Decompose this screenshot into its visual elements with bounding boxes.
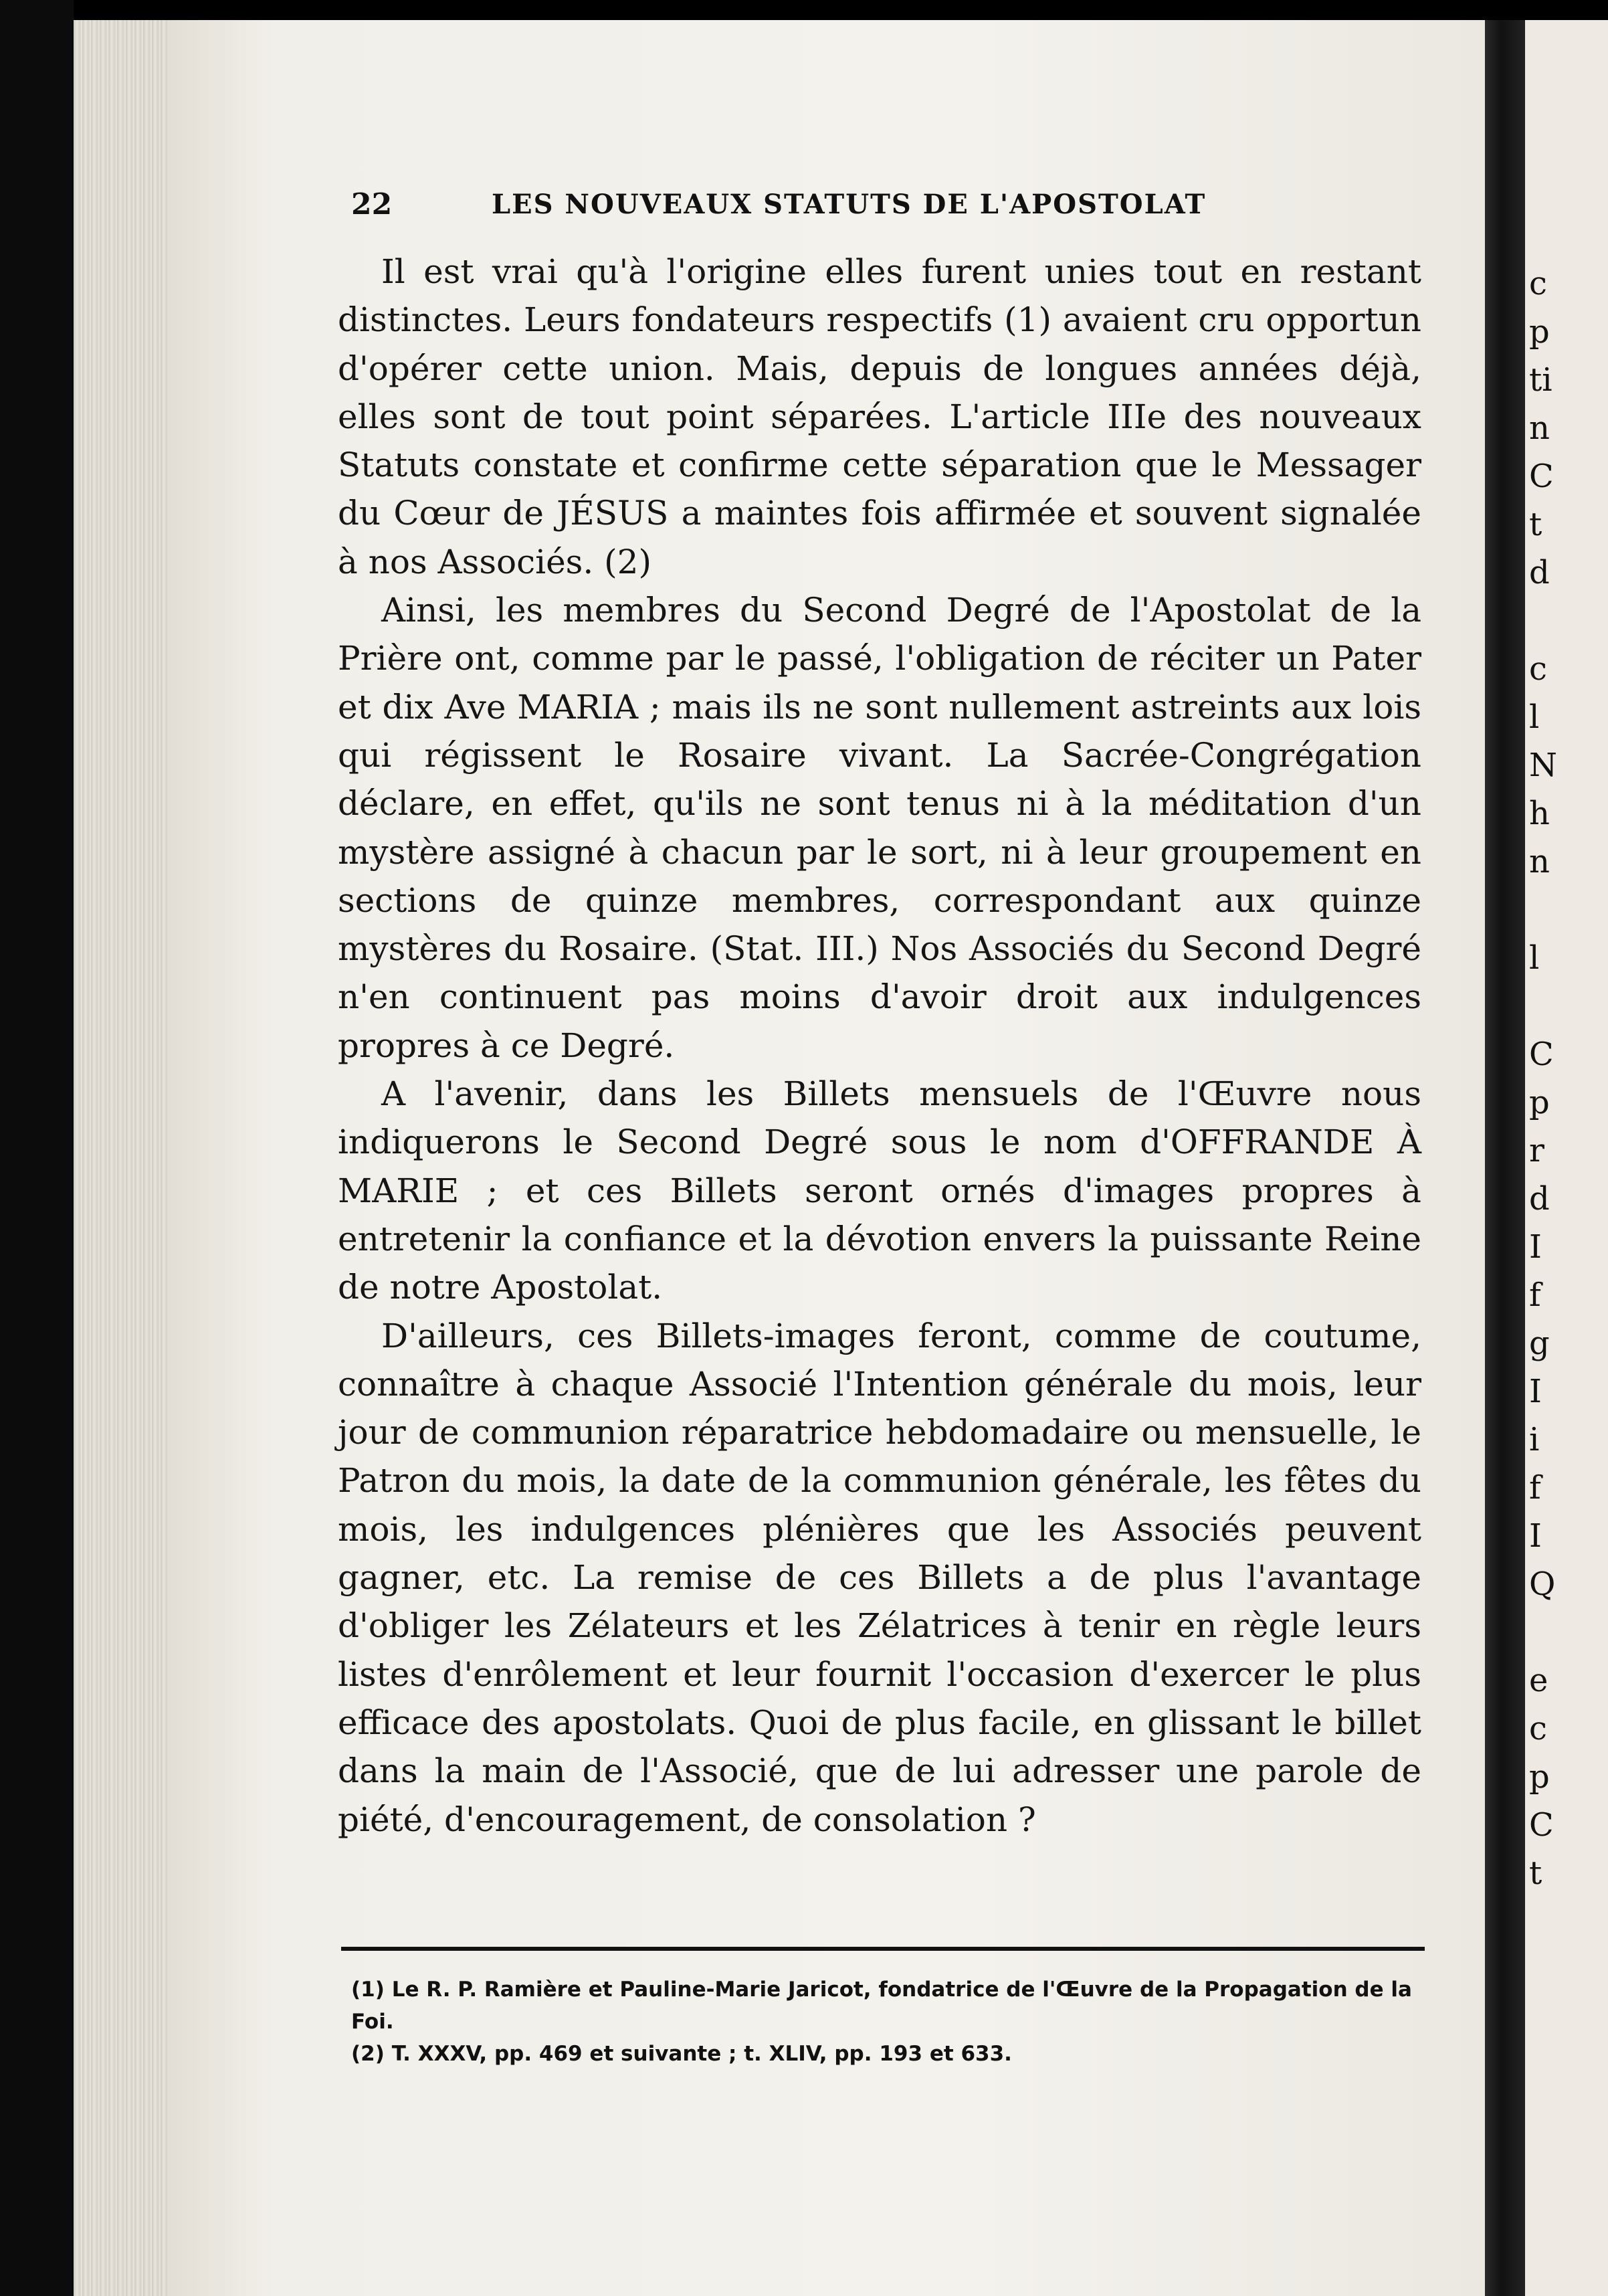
next-page-letter: Q [1529,1565,1556,1603]
next-page-letter: N [1529,747,1557,784]
next-page-letter: d [1529,554,1550,591]
next-page-letter: c [1529,265,1547,302]
next-page-letter: e [1529,1662,1548,1699]
next-page-letter: t [1529,1854,1542,1892]
next-page-letter: d [1529,1180,1550,1218]
next-page-letter: I [1529,1373,1542,1410]
footnote: (1) Le R. P. Ramière et Pauline-Marie Jaricot, fondatrice de l'Œuvre de la Propagation de la Foi. [351,1978,1412,2034]
next-page-letter: l [1529,698,1540,736]
next-page-letter: I [1529,1228,1542,1266]
scan-border-left [0,0,74,2296]
next-page-letter: C [1529,1036,1554,1073]
paragraph: A l'avenir, dans les Billets mensuels de l'Œuvre nous indiquerons le Second Degré sous le nom d'OFFRANDE À MARIE ; et ces Billets seront ornés d'images propres à entretenir la confiance et la dévotion envers la puissante Reine de notre Apostolat. [338,1074,1421,1307]
next-page-letter: p [1529,1758,1550,1796]
next-page-letter: c [1529,1710,1547,1747]
next-page-letter: i [1529,1421,1540,1458]
running-title: LES NOUVEAUX STATUTS DE L'APOSTOLAT [492,189,1207,220]
main-text [338,248,1421,1844]
next-page-letter: I [1529,1517,1542,1555]
book-gutter [1485,20,1525,2296]
page-number: 22 [351,187,393,221]
footnotes [351,1974,1421,2070]
next-page-letter: l [1529,939,1540,977]
next-page-letter: g [1529,1325,1550,1362]
next-page-letter: C [1529,1806,1554,1844]
next-page-letter: r [1529,1132,1544,1169]
running-header [351,187,1408,230]
next-page-letter: ti [1529,361,1552,399]
next-page-letter: f [1529,1469,1541,1507]
paragraph: Ainsi, les membres du Second Degré de l'Apostolat de la Prière ont, comme par le passé, l'obligation de réciter un Pater et dix Ave MARIA ; mais ils ne sont nullement astreints aux lois qui régissent le Rosaire vivant. La Sacrée-Congrégation déclare, en effet, qu'ils ne sont tenus ni à la méditation d'un mystère assigné à chacun par le sort, ni à leur groupement en sections de quinze membres, correspondant aux quinze mystères du Rosaire. (Stat. III.) Nos Associés du Second Degré n'en continuent pas moins d'avoir droit aux indulgences propres à ce Degré. [338,591,1421,1065]
next-page-letter: p [1529,313,1550,351]
next-page-letter: f [1529,1276,1541,1314]
next-page-fragment [1525,20,1608,2296]
next-page-letter: n [1529,409,1550,447]
next-page-letter: t [1529,506,1542,543]
footnote: (2) T. XXXV, pp. 469 et suivante ; t. XLIV, pp. 193 et 633. [351,2042,1012,2066]
paragraph: Il est vrai qu'à l'origine elles furent unies tout en restant distinctes. Leurs fondateurs respectifs (1) avaient cru opportun d'opérer cette union. Mais, depuis de longues années déjà, elles sont de tout point séparées. L'article IIIe des nouveaux Statuts constate et confirme cette séparation que le Messager du Cœur de JÉSUS a maintes fois affirmée et souvent signalée à nos Associés. (2) [338,252,1421,581]
next-page-letter: c [1529,650,1547,688]
footnote-rule [341,1947,1425,1951]
paragraph: D'ailleurs, ces Billets-images feront, comme de coutume, connaître à chaque Associé l'Intention générale du mois, leur jour de communion réparatrice hebdomadaire ou mensuelle, le Patron du mois, la date de la communion générale, les fêtes du mois, les indulgences plénières que les Associés peuvent gagner, etc. La remise de ces Billets a de plus l'avantage d'obliger les Zélateurs et les Zélatrices à tenir en règle leurs listes d'enrôlement et leur fournit l'occasion d'exercer le plus efficace des apostolats. Quoi de plus facile, en glissant le billet dans la main de l'Associé, que de lui adresser une parole de piété, d'encouragement, de consolation ? [338,1316,1421,1839]
scan-border-top [0,0,1608,20]
next-page-letter: p [1529,1084,1550,1121]
page-edges [74,20,169,2296]
next-page-letter: n [1529,843,1550,880]
next-page-letter: h [1529,795,1550,832]
next-page-letter: C [1529,458,1554,495]
